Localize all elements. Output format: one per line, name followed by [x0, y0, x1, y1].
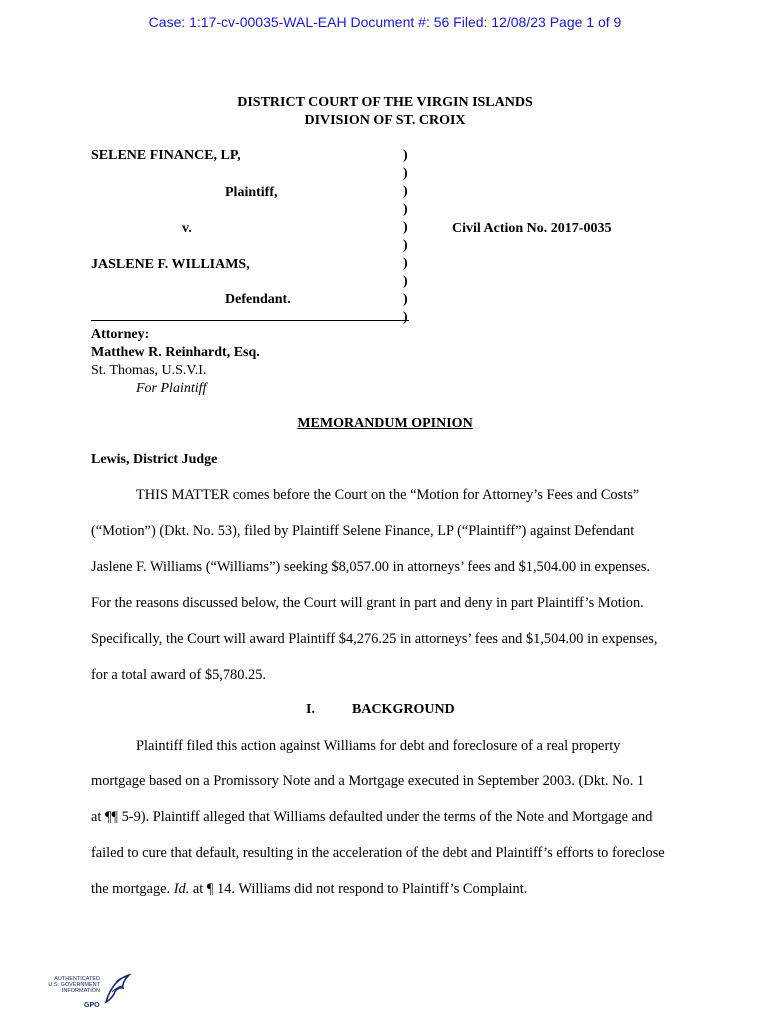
paragraph-line: failed to cure that default, resulting in the acceleration of the debt and Plaintiff’s efforts to foreclose — [91, 845, 665, 861]
case-header: Case: 1:17-cv-00035-WAL-EAH Document #: 56 Filed: 12/08/23 Page 1 of 9 — [148, 14, 622, 30]
seal-text-line: U.S. GOVERNMENT — [48, 982, 100, 988]
gpo-authentication-seal — [44, 972, 134, 1016]
text-run: at ¶ 14. Williams did not respond to Plaintiff’s Complaint. — [189, 881, 528, 897]
paragraph-line: Specifically, the Court will award Plaintiff $4,276.25 in attorneys’ fees and $1,504.00 in expenses, — [91, 631, 658, 647]
defendant-name: JASLENE F. WILLIAMS, — [91, 257, 250, 272]
paragraph-line: THIS MATTER comes before the Court on the “Motion for Attorney’s Fees and Costs” — [136, 487, 640, 503]
paragraph-line: Jaslene F. Williams (“Williams”) seeking $8,057.00 in attorneys’ fees and $1,504.00 in expenses. — [91, 559, 651, 575]
paragraph-line: mortgage based on a Promissory Note and a Mortgage executed in September 2003. (Dkt. No. 1 — [91, 773, 645, 789]
section-number: I. — [306, 702, 315, 717]
seal-text-line: INFORMATION — [61, 988, 100, 994]
paragraph-line: For the reasons discussed below, the Court will grant in part and deny in part Plaintiff’s Motion. — [91, 595, 644, 611]
eagle-icon — [102, 972, 132, 1012]
caption-paren: ) — [403, 166, 408, 181]
paragraph-line: for a total award of $5,780.25. — [91, 667, 267, 683]
caption-paren: ) — [403, 220, 408, 235]
section-title: BACKGROUND — [352, 702, 455, 717]
caption-paren: ) — [403, 148, 408, 163]
gpo-label: GPO — [84, 1002, 100, 1009]
court-name: DISTRICT COURT OF THE VIRGIN ISLANDS — [237, 95, 533, 110]
caption-paren: ) — [403, 202, 408, 217]
seal-text — [44, 976, 100, 994]
caption-paren: ) — [403, 238, 408, 253]
text-run: the mortgage. — [91, 881, 174, 897]
defendant-role: Defendant. — [225, 292, 291, 307]
caption-paren: ) — [403, 256, 408, 271]
court-division: DIVISION OF ST. CROIX — [304, 113, 466, 128]
attorney-location: St. Thomas, U.S.V.I. — [91, 363, 207, 378]
paragraph-line — [91, 881, 681, 898]
judge-line: Lewis, District Judge — [91, 452, 218, 467]
caption-paren: ) — [403, 292, 408, 307]
citation-id: Id. — [173, 881, 190, 897]
plaintiff-name: SELENE FINANCE, LP, — [91, 148, 241, 163]
opinion-title: MEMORANDUM OPINION — [297, 416, 473, 431]
versus-label: v. — [182, 221, 192, 236]
paragraph-line: (“Motion”) (Dkt. No. 53), filed by Plaintiff Selene Finance, LP (“Plaintiff”) against Defendant — [91, 523, 635, 539]
plaintiff-role: Plaintiff, — [225, 185, 278, 200]
caption-paren: ) — [403, 184, 408, 199]
caption-paren: ) — [403, 274, 408, 289]
paragraph-line: Plaintiff filed this action against Williams for debt and foreclosure of a real property — [136, 738, 621, 754]
attorney-for: For Plaintiff — [136, 381, 207, 396]
civil-action-number: Civil Action No. 2017-0035 — [452, 221, 612, 236]
seal-text-line: AUTHENTICATED — [54, 976, 100, 982]
attorney-heading: Attorney: — [91, 327, 150, 342]
caption-rule — [91, 320, 409, 321]
paragraph-line: at ¶¶ 5-9). Plaintiff alleged that Williams defaulted under the terms of the Note and Mortgage and — [91, 809, 653, 825]
attorney-name: Matthew R. Reinhardt, Esq. — [91, 345, 260, 360]
caption-paren: ) — [403, 310, 408, 325]
